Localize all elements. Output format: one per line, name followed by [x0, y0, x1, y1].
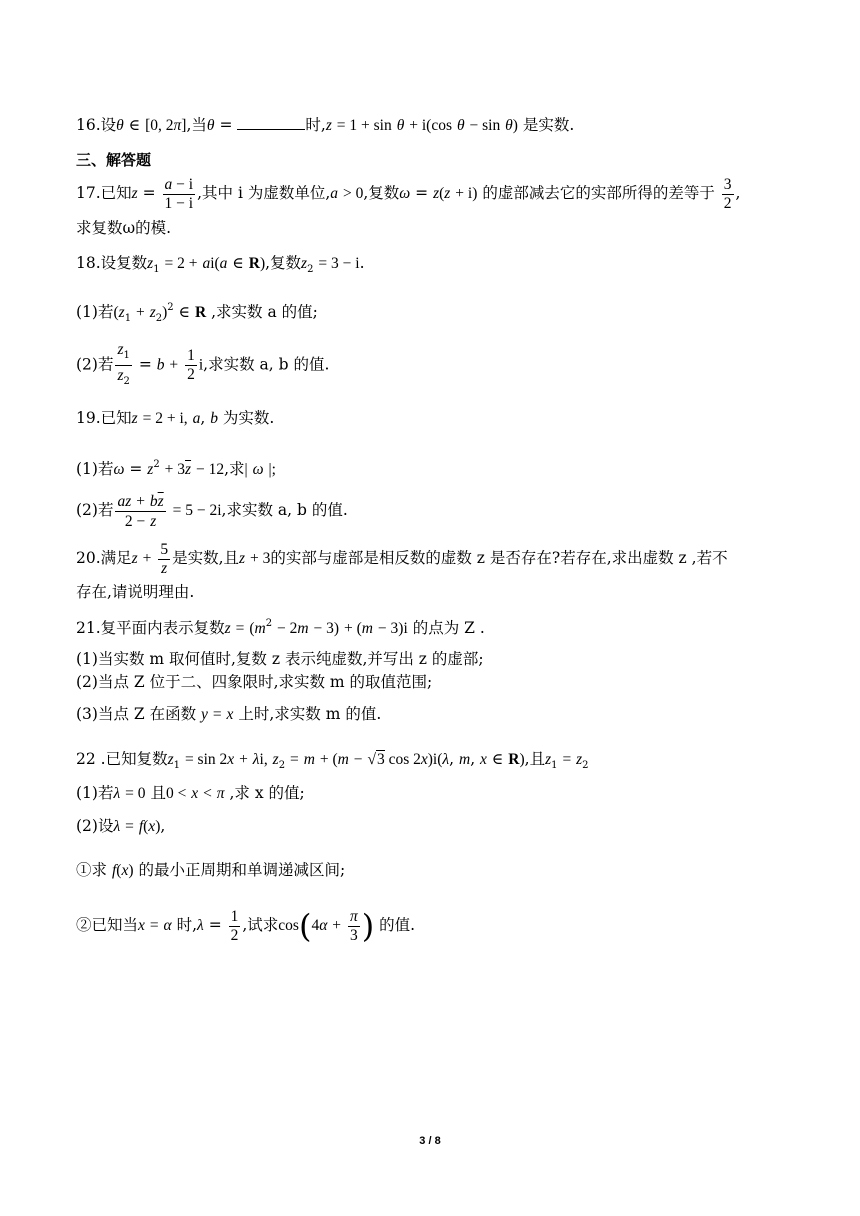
question-18: 18.设复数$z_1 = 2 + ai(a$ ∈ R),复数$z_2 = 3 - i$. [76, 254, 365, 275]
question-17: 17.已知z = $\frac{a - i}{1 - i}$ ,其中 i 为虚数单位,a > 0,复数ω = z(z + i) 的虚部减去它的实部所得的差等于 $\frac{3}{2}$ , [76, 175, 741, 212]
question-21-part3: (3)当点 Z 在函数 y = x 上时,求实数 m 的值. [76, 705, 382, 723]
question-22-part1: (1)若λ = 0 且0 < x < π ,求 x 的值; [76, 784, 305, 802]
question-16: 16.设θ ∈ [0, 2π],当θ = 时,z = 1 + sin θ + i(cos θ − sin θ) 是实数. [76, 116, 575, 134]
question-19-part1: (1)若$\omega = z^2 + 3\overline{z} - 12$,求| ω |; [76, 459, 276, 478]
question-21-part1: (1)当实数 m 取何值时,复数 z 表示纯虚数,并写出 z 的虚部; [76, 650, 484, 668]
question-21-part2: (2)当点 Z 位于二、四象限时,求实数 m 的取值范围; [76, 673, 433, 691]
question-22-part2-item2: ②已知当x = α 时,λ = $\frac{1}{2}$ ,试求cos(4α + $\frac{\pi}{3}$ ) 的值. [76, 907, 416, 945]
question-19: 19.已知z = 2 + i, a, b 为实数. [76, 409, 275, 427]
question-20: 20.满足z + $\frac{5}{z}$ 是实数,且z + 3的实部与虚部是相反数的虚数 z 是否存在?若存在,求出虚数 z ,若不 [76, 540, 728, 577]
fraction: $\frac{a - i}{1 - i}$ [164, 175, 194, 212]
fraction: $\frac{3}{2}$ [723, 175, 732, 212]
question-21: 21.复平面内表示复数$z = (m^2 - 2m - 3) + (m - 3)i$ 的点为 Z . [76, 618, 485, 637]
question-18-part2: (2)若 $\frac{z_1}{z_2}$ = b + $\frac{1}{2}$ i,求实数 a, b 的值. [76, 341, 330, 387]
question-18-part1: (1)若$(z_1 + z_2)^2$ ∈ R ,求实数 a 的值; [76, 302, 318, 324]
section-title: 三、解答题 [76, 151, 152, 169]
question-19-part2: (2)若 $\frac{az + b\overline{z}}{2 - z}$ = 5 − 2i,求实数 a, b 的值. [76, 492, 348, 530]
question-22-part2: (2)设λ = f(x), [76, 817, 166, 835]
question-22: 22 .已知复数$z_1 = \sin 2x + \lambda i$, $z_2 = m + (m - √3$ cos 2x)i(λ, m, x ∈ R),且$z_1 = z_2$ [76, 750, 589, 771]
question-20-line2: 存在,请说明理由. [76, 583, 195, 601]
page-number: 3 / 8 [419, 1135, 441, 1147]
question-17-line2: 求复数ω的模. [76, 219, 172, 237]
question-22-part2-item1: ①求 f(x) 的最小正周期和单调递减区间; [76, 861, 346, 879]
answer-blank[interactable] [237, 115, 305, 130]
